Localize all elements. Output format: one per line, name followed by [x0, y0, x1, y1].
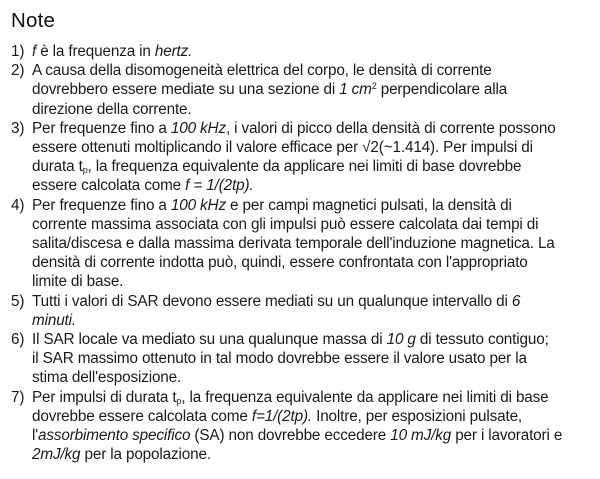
text-run: Per frequenze fino a — [32, 119, 171, 137]
note-line — [32, 445, 595, 464]
note-item — [11, 61, 595, 119]
note-text — [32, 388, 595, 465]
note-line — [32, 176, 595, 195]
text-run: f = 1/(2tp). — [185, 177, 254, 195]
notes-list — [11, 42, 595, 464]
note-line — [32, 311, 595, 330]
text-run: f=1/(2tp). — [251, 407, 312, 425]
text-run: essere calcolata come — [32, 177, 186, 195]
note-number: 3) — [11, 119, 25, 137]
text-run: 6 — [511, 292, 521, 310]
note-text — [32, 42, 595, 61]
text-run: limite di base. — [32, 273, 124, 291]
note-line — [32, 272, 595, 291]
text-run: di tessuto contiguo; — [415, 331, 549, 349]
note-line — [32, 100, 595, 119]
note-item — [11, 196, 595, 292]
note-number: 2) — [11, 62, 25, 80]
note-number: 5) — [11, 292, 25, 310]
text-run: 2mJ/kg — [32, 446, 81, 464]
note-line — [32, 349, 595, 368]
text-run: dovrebbe essere calcolata come — [32, 407, 252, 425]
text-run: f — [32, 43, 37, 60]
note-text — [32, 119, 595, 196]
note-line — [32, 234, 595, 253]
note-item — [11, 42, 595, 61]
text-run: stima dell'esposizione. — [32, 369, 182, 387]
note-line — [32, 215, 595, 234]
text-run: , la frequenza equivalente da applicare nei limiti di base — [181, 388, 549, 406]
text-run: essere ottenuti moltiplicando il valore efficace per √2(~1.414). Per impulsi di — [32, 139, 533, 157]
note-text — [32, 292, 595, 330]
text-run: p — [82, 165, 88, 176]
text-run: durata t — [32, 158, 83, 176]
note-line — [32, 388, 595, 407]
text-run: direzione della corrente. — [32, 100, 192, 118]
note-line — [32, 368, 595, 387]
text-run: 100 kHz — [170, 196, 226, 214]
section-title: Note — [11, 9, 56, 32]
note-line — [32, 407, 595, 426]
note-text — [32, 330, 595, 388]
note-item — [11, 119, 595, 196]
note-line — [32, 157, 595, 176]
note-number: 6) — [11, 331, 25, 349]
text-run: corrente massima associata con gli impulsi può essere calcolata dai tempi di — [32, 215, 539, 233]
text-run: e per campi magnetici pulsati, la densità di — [225, 196, 512, 214]
text-run: 2 — [371, 81, 377, 92]
text-run: , i valori di picco della densità di corrente possono — [225, 119, 556, 137]
note-number: 1) — [11, 43, 25, 60]
text-run: per i lavoratori e — [451, 427, 563, 445]
note-number: 7) — [11, 388, 25, 406]
note-line — [32, 80, 595, 99]
text-run: perpendicolare alla — [376, 81, 508, 99]
note-line — [32, 253, 595, 272]
text-run: è la frequenza in — [36, 43, 155, 60]
note-line — [32, 61, 595, 80]
text-run: assorbimento specifico — [38, 427, 191, 445]
text-run: Per frequenze fino a — [32, 196, 171, 214]
note-number: 4) — [11, 196, 25, 214]
note-item — [11, 388, 595, 465]
text-run: 10 g — [386, 331, 416, 349]
text-run: 10 mJ/kg — [390, 427, 452, 445]
text-run: Il SAR locale va mediato su una qualunque massa di — [32, 331, 387, 349]
text-run: salita/discesa e dalla massima derivata temporale dell'induzione magnetica. La — [32, 235, 555, 253]
note-item — [11, 330, 595, 388]
note-item — [11, 292, 595, 330]
text-run: 100 kHz — [170, 119, 226, 137]
note-line — [32, 119, 595, 138]
text-run: dovrebbero essere mediate su una sezione di — [32, 81, 340, 99]
text-run: minuti. — [32, 311, 77, 329]
text-run: densità di corrente indotta può, quindi, essere confrontata con l'appropriato — [32, 254, 528, 272]
text-run: hertz. — [154, 43, 193, 60]
text-run: Per impulsi di durata t — [32, 388, 177, 406]
text-run: p — [176, 395, 182, 406]
text-run: Tutti i valori di SAR devono essere mediati su un qualunque intervallo di — [32, 292, 512, 310]
note-line — [32, 330, 595, 349]
note-line — [32, 426, 595, 445]
text-run: per la popolazione. — [80, 446, 211, 464]
text-run: 1 cm — [339, 81, 372, 99]
text-run: Inoltre, per esposizioni pulsate, — [312, 407, 523, 425]
note-text — [32, 61, 595, 119]
note-line — [32, 138, 595, 157]
text-run: il SAR massimo ottenuto in tal modo dovrebbe essere il valore usato per la — [32, 350, 527, 368]
text-run: (SA) non dovrebbe eccedere — [190, 427, 391, 445]
text-run: l' — [32, 427, 39, 445]
note-text — [32, 196, 595, 292]
note-line — [32, 42, 595, 61]
note-line — [32, 196, 595, 215]
text-run: , la frequenza equivalente da applicare nei limiti di base dovrebbe — [87, 158, 522, 176]
text-run: A causa della disomogeneità elettrica del corpo, le densità di corrente — [32, 62, 492, 80]
note-line — [32, 292, 595, 311]
